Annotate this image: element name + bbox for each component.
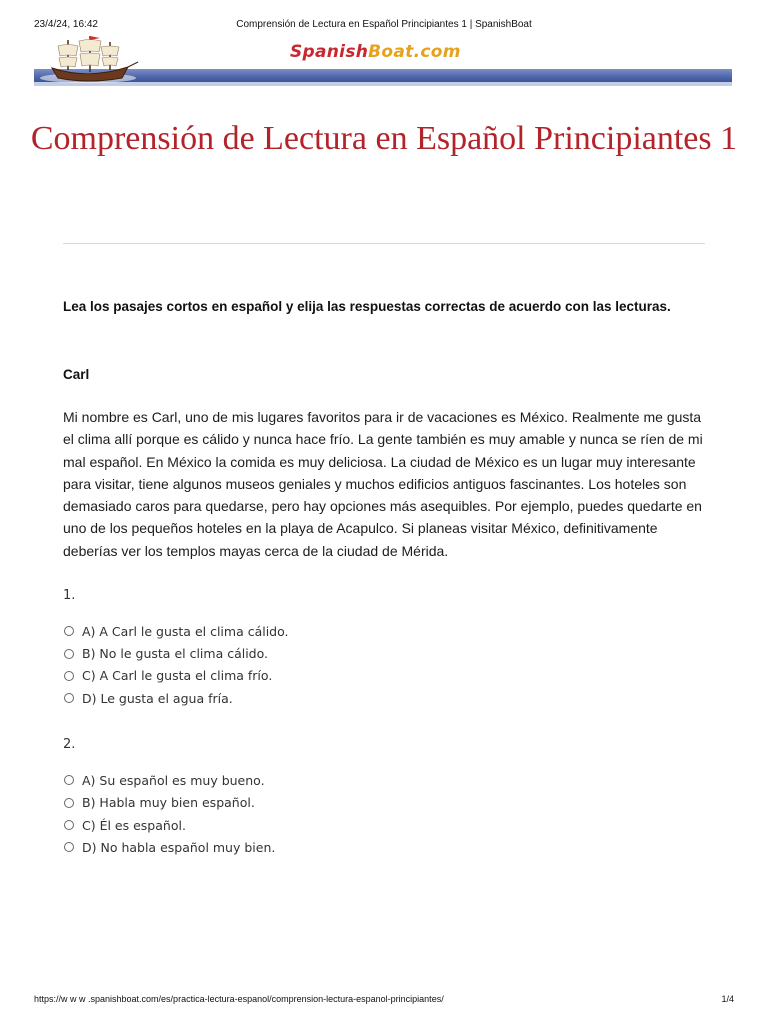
radio-button-icon[interactable] <box>64 626 74 636</box>
main-content <box>63 297 713 858</box>
question-2 <box>63 735 713 858</box>
sailing-ship-icon <box>38 34 140 86</box>
answer-option[interactable] <box>63 836 713 858</box>
print-page-title: Comprensión de Lectura en Español Principiantes 1 | SpanishBoat <box>236 19 532 30</box>
answer-label: D) Le gusta el agua fría. <box>82 690 233 706</box>
answer-label: A) A Carl le gusta el clima cálido. <box>82 623 289 639</box>
answer-options <box>63 769 713 858</box>
print-footer-url: https://w w w .spanishboat.com/es/practica-lectura-espanol/comprension-lectura-espanol-principiantes/ <box>34 994 444 1004</box>
print-date: 23/4/24, 16:42 <box>34 19 98 30</box>
title-divider <box>63 243 705 244</box>
answer-label: B) No le gusta el clima cálido. <box>82 646 269 662</box>
answer-option[interactable] <box>63 642 713 664</box>
radio-button-icon[interactable] <box>64 842 74 852</box>
radio-button-icon[interactable] <box>64 820 74 830</box>
brand-name-part2: Boat.com <box>368 42 461 62</box>
answer-label: A) Su español es muy bueno. <box>82 772 265 788</box>
page-title: Comprensión de Lectura en Español Principiantes 1 <box>30 120 738 157</box>
passage-heading: Carl <box>63 367 90 382</box>
site-logo-text[interactable] <box>290 42 461 62</box>
answer-option[interactable] <box>63 687 713 709</box>
answer-options <box>63 620 713 709</box>
answer-option[interactable] <box>63 620 713 642</box>
question-number: 1. <box>63 588 76 604</box>
answer-label: C) Él es español. <box>82 817 186 833</box>
answer-option[interactable] <box>63 792 713 814</box>
answer-label: B) Habla muy bien español. <box>82 795 255 811</box>
answer-label: D) No habla español muy bien. <box>82 839 276 855</box>
answer-option[interactable] <box>63 665 713 687</box>
answer-label: C) A Carl le gusta el clima frío. <box>82 668 273 684</box>
answer-option[interactable] <box>63 814 713 836</box>
brand-name-part1: Spanish <box>290 42 369 62</box>
radio-button-icon[interactable] <box>64 649 74 659</box>
reading-passage: Mi nombre es Carl, uno de mis lugares favoritos para ir de vacaciones es México. Realmente me gusta el clima allí porque es cálido y nunca hace frío. La gente también es muy amable y nunca se ríen de mi mal español. En México la comida es muy deliciosa. La ciudad de México es un lugar muy interesante para visitar, tiene algunos museos geniales y muchos edificios antiguos fascinantes. Los hoteles son demasiado caros para quedarse, pero hay opciones más asequibles. Por ejemplo, puedes quedarte en uno de los pequeños hoteles en la playa de Acapulco. Si planeas visitar México, definitivamente deberías ver los templos mayas cerca de la ciudad de Mérida. <box>63 409 703 559</box>
radio-button-icon[interactable] <box>64 775 74 785</box>
radio-button-icon[interactable] <box>64 798 74 808</box>
radio-button-icon[interactable] <box>64 671 74 681</box>
print-page-number: 1/4 <box>721 994 734 1004</box>
instructions: Lea los pasajes cortos en español y elija las respuestas correctas de acuerdo con las lecturas. <box>63 299 671 314</box>
radio-button-icon[interactable] <box>64 693 74 703</box>
site-header <box>34 34 732 90</box>
question-1 <box>63 586 713 709</box>
answer-option[interactable] <box>63 769 713 791</box>
question-number: 2. <box>63 737 76 753</box>
